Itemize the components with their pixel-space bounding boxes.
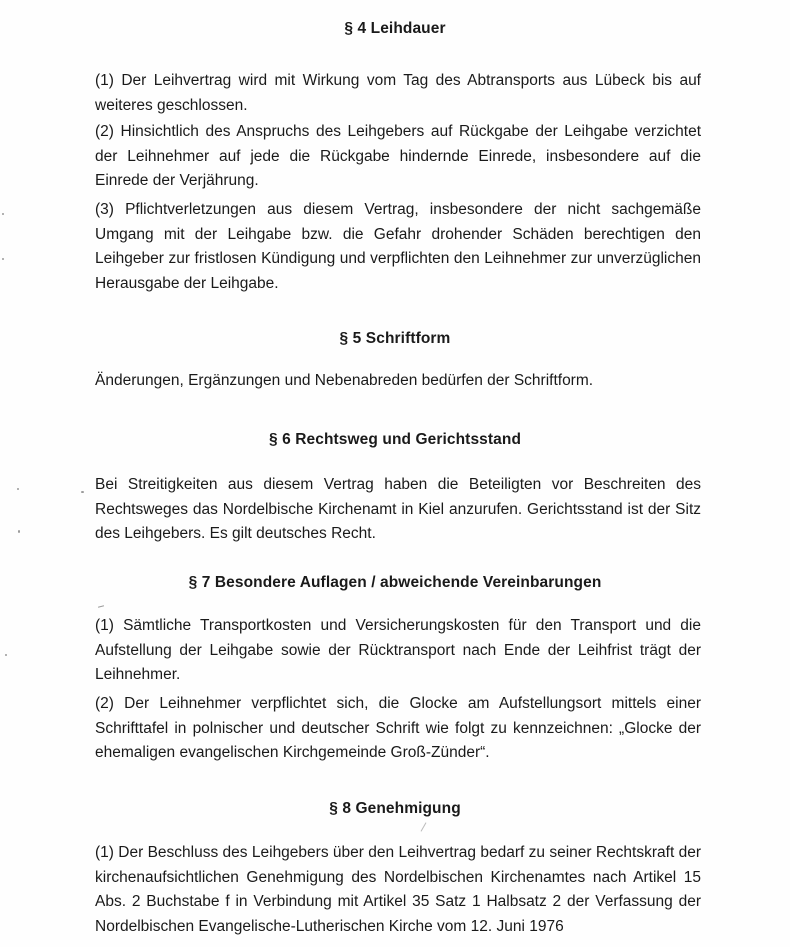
- paragraph-6-1: Bei Streitigkeiten aus diesem Vertrag haben die Beteiligten vor Beschreiten des Rechtsweges das Nordelbische Kirchenamt in Kiel anzurufen. Gerichtsstand ist der Sitz des Leihgebers. Es gilt deutsches Recht.: [95, 476, 701, 542]
- section-heading-7: § 7 Besondere Auflagen / abweichende Vereinbarungen: [188, 574, 602, 591]
- scan-speck: [421, 822, 427, 831]
- scan-speck: [98, 605, 104, 608]
- scan-speck: [2, 258, 4, 260]
- paragraph-5-1: Änderungen, Ergänzungen und Nebenabreden bedürfen der Schriftform.: [95, 372, 594, 389]
- section-heading-5: § 5 Schriftform: [339, 330, 451, 347]
- section-heading-4: § 4 Leihdauer: [344, 20, 446, 37]
- paragraph-4-3: (3) Pflichtverletzungen aus diesem Vertrag, insbesondere der nicht sachgemäße Umgang mit der Leihgabe bzw. die Gefahr drohender Schäden berechtigen den Leihgeber zur fristlosen Kündigung und verpflichten den Leihnehmer zur unverzüglichen Herausgabe der Leihgabe.: [95, 201, 701, 292]
- scan-speck: [18, 530, 20, 533]
- paragraph-7-2: (2) Der Leihnehmer verpflichtet sich, die Glocke am Aufstellungsort mittels einer Schrifttafel in polnischer und deutscher Schrift wie folgt zu kennzeichnen: „Glocke der ehemaligen evangelischen Kirchgemeinde Groß-Zünder“.: [95, 695, 701, 761]
- paragraph-4-2: (2) Hinsichtlich des Anspruchs des Leihgebers auf Rückgabe der Leihgabe verzichtet der Leihnehmer auf jede die Rückgabe hindernde Einrede, insbesondere auf die Einrede der Verjährung.: [95, 123, 701, 189]
- paragraph-4-1: (1) Der Leihvertrag wird mit Wirkung vom Tag des Abtransports aus Lübeck bis auf weiteres geschlossen.: [95, 72, 701, 114]
- section-heading-6: § 6 Rechtsweg und Gerichtsstand: [268, 431, 522, 448]
- section-heading-8: § 8 Genehmigung: [329, 800, 461, 817]
- scan-speck: [81, 491, 84, 493]
- paragraph-8-1: (1) Der Beschluss des Leihgebers über den Leihvertrag bedarf zu seiner Rechtskraft der kirchenaufsichtlichen Genehmigung des Nordelbischen Kirchenamtes nach Artikel 15 Abs. 2 Buchstabe f in Verbindung mit Artikel 35 Satz 1 Halbsatz 2 der Verfassung der Nordelbischen Evangelische-Lutherischen Kirche vom 12. Juni 1976: [95, 844, 701, 935]
- paragraph-7-1: (1) Sämtliche Transportkosten und Versicherungskosten für den Transport und die Aufstellung der Leihgabe sowie der Rücktransport nach Ende der Leihfrist trägt der Leihnehmer.: [95, 617, 701, 683]
- scan-speck: [5, 654, 7, 656]
- scan-speck: [2, 213, 4, 215]
- scan-speck: [17, 488, 19, 490]
